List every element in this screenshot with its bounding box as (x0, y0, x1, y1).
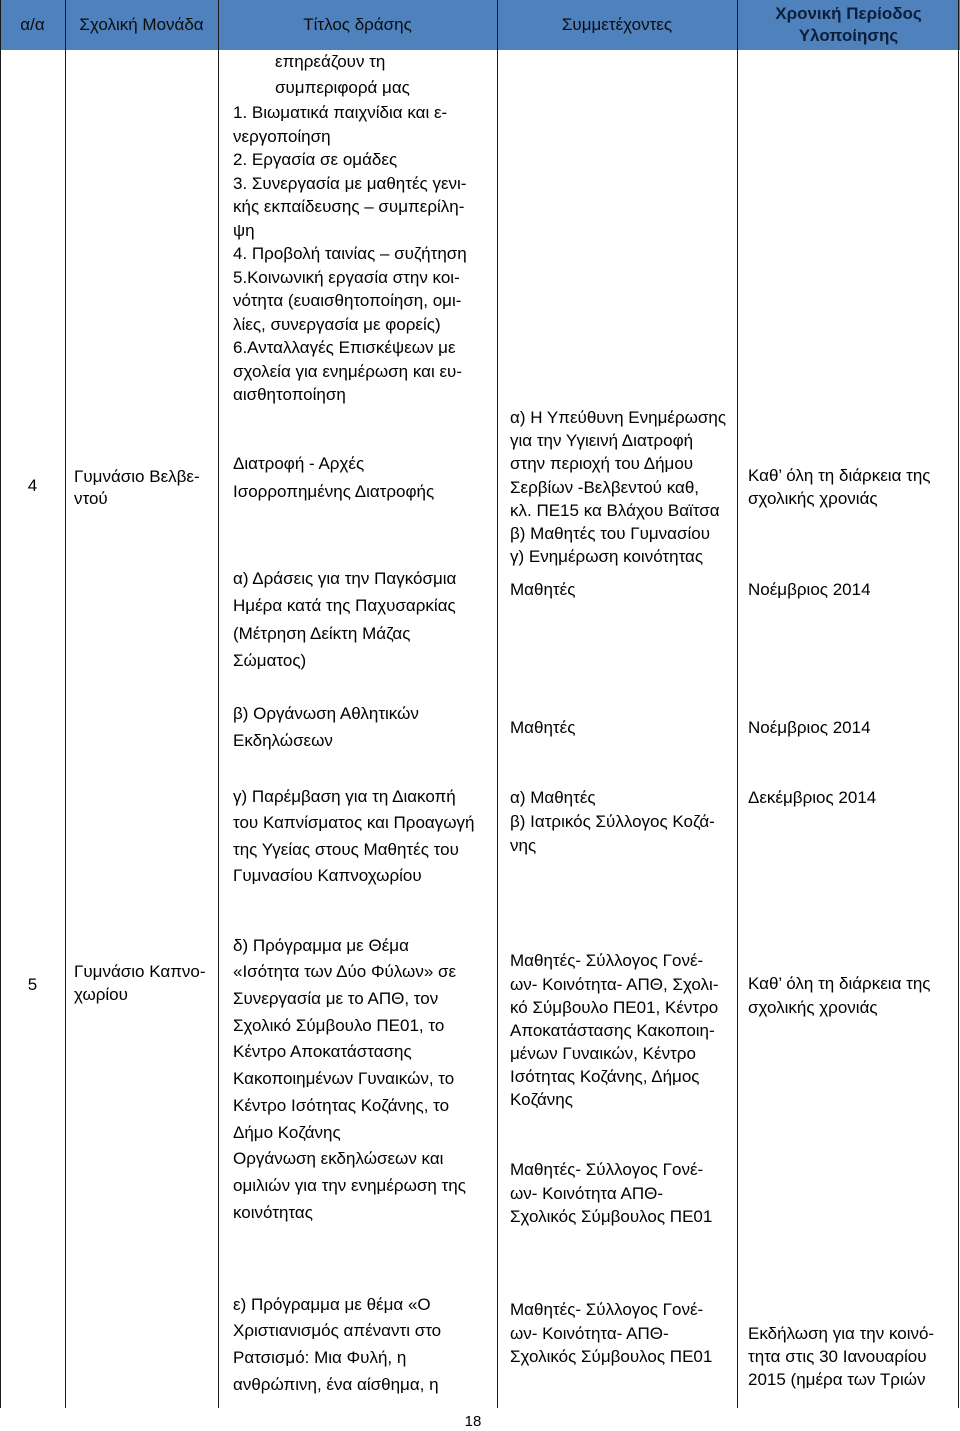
title-line: «Ισότητα των Δύο Φύλων» σε (233, 962, 457, 982)
action-title (275, 49, 410, 101)
action-participants-extra (510, 1158, 712, 1229)
column-divider (65, 0, 66, 1408)
title-line: νεργοποίηση (233, 126, 331, 146)
school-line: Γυμνάσιο Βελβε- (74, 467, 200, 486)
period-line: Καθ’ όλη τη διάρκεια της (748, 974, 931, 993)
school-name (74, 466, 200, 510)
title-line: γ) Παρέμβαση για τη Διακοπή (233, 787, 456, 806)
header-participants: Συμμετέχοντες (561, 15, 673, 34)
title-line: σχολεία για ενημέρωση και ευ- (233, 361, 463, 381)
participants-line: Μαθητές (510, 580, 576, 599)
title-line: Δήμο Κοζάνης (233, 1122, 341, 1142)
period-line: Εκδήλωση για την κοινό- (748, 1323, 935, 1343)
action-participants (510, 406, 726, 568)
header-aa: α/α (20, 15, 45, 34)
header-title: Τίτλος δράσης (303, 15, 412, 34)
title-line: Οργάνωση εκδηλώσεων και (233, 1149, 444, 1169)
title-line: α) Δράσεις για την Παγκόσμια (233, 569, 457, 588)
title-line: Χριστιανισμός απέναντι στο (233, 1321, 442, 1341)
header-school: Σχολική Μονάδα (79, 15, 204, 34)
action-participants (510, 949, 718, 1111)
participants-line: κό Σύμβουλο ΠΕ01, Κέντρο (510, 997, 719, 1017)
action-title (233, 565, 456, 674)
title-line: επηρεάζουν τη (275, 52, 386, 71)
action-title (233, 700, 419, 754)
column-divider (497, 0, 498, 1408)
title-line: Σώματος) (233, 650, 307, 670)
title-line: 5.Κοινωνική εργασία στην κοι- (233, 267, 460, 287)
title-line: 6.Ανταλλαγές Επισκέψεων με (233, 338, 456, 357)
participants-line: στην περιοχή του Δήμου (510, 454, 694, 474)
title-line: Σχολικό Σύμβουλο ΠΕ01, το (233, 1015, 445, 1035)
header-period-line: Χρονική Περίοδος (775, 4, 922, 23)
title-line: 1. Βιωματικά παιχνίδια και ε- (233, 103, 448, 122)
title-line: Ρατσισμό: Μια Φυλή, η (233, 1348, 407, 1367)
table-border-left (0, 0, 1, 1408)
title-line: Ισορροπημένης Διατροφής (233, 482, 435, 501)
participants-line: Μαθητές- Σύλλογος Γονέ- (510, 951, 704, 971)
action-participants (510, 786, 715, 858)
title-line: ανθρώπινη, ένα αίσθημα, η (233, 1374, 439, 1394)
title-line: αισθητοποίηση (233, 385, 346, 404)
participants-line: Αποκατάστασης Κακοποιη- (510, 1020, 715, 1040)
action-title (233, 784, 474, 889)
header-period (737, 0, 960, 50)
action-period (748, 972, 931, 1020)
title-line: δ) Πρόγραμμα με Θέμα (233, 935, 409, 955)
title-line: λίες, συνεργασία με φορείς) (233, 314, 441, 334)
school-line: ντού (74, 489, 108, 508)
participants-line: β) Ιατρικός Σύλλογος Κοζά- (510, 812, 715, 831)
action-title (233, 933, 466, 1227)
row-number: 5 (27, 975, 38, 994)
period-line: σχολικής χρονιάς (748, 998, 878, 1017)
title-line: Κακοποιημένων Γυναικών, το (233, 1069, 455, 1089)
participants-line: Σερβίων -Βελβεντού καθ, (510, 477, 699, 497)
action-participants (510, 1298, 712, 1369)
page-number: 18 (464, 1413, 482, 1430)
participants-line: Μαθητές- Σύλλογος Γονέ- (510, 1300, 704, 1319)
action-title-list (233, 101, 467, 407)
school-line: χωρίου (74, 985, 128, 1004)
school-name (74, 960, 206, 1006)
title-line: ε) Πρόγραμμα με θέμα «Ο (233, 1294, 431, 1314)
participants-line: για την Υγιεινή Διατροφή (510, 431, 694, 451)
row-number: 4 (27, 476, 38, 495)
column-divider (737, 0, 738, 1408)
title-line: ψη (233, 220, 255, 240)
title-line: Διατροφή - Αρχές (233, 454, 365, 473)
participants-line: ων- Κοινότητα- ΑΠΘ- (510, 1323, 669, 1343)
title-line: Κέντρο Ισότητας Κοζάνης, το (233, 1095, 450, 1115)
period-line: Καθ’ όλη τη διάρκεια της (748, 466, 931, 485)
column-divider (218, 0, 219, 1408)
title-line: Ημέρα κατά της Παχυσαρκίας (233, 596, 456, 616)
title-line: συμπεριφορά μας (275, 78, 410, 97)
title-line: νότητα (ευαισθητοποίηση, ομι- (233, 291, 462, 310)
table-header (0, 0, 960, 50)
action-title (233, 1292, 441, 1399)
participants-line: Μαθητές (510, 718, 576, 737)
participants-line: α) Η Υπεύθυνη Ενημέρωσης (510, 408, 727, 427)
action-participants (510, 578, 575, 602)
title-line: Εκδηλώσεων (233, 731, 333, 750)
title-line: κοινότητας (233, 1202, 313, 1222)
title-line: β) Οργάνωση Αθλητικών (233, 704, 419, 723)
participants-line: Σχολικός Σύμβουλος ΠΕ01 (510, 1347, 713, 1366)
title-line: 4. Προβολή ταινίας – συζήτηση (233, 244, 467, 263)
action-period (748, 578, 871, 602)
period-line: Δεκέμβριος 2014 (748, 788, 877, 807)
title-line: Συνεργασία με το ΑΠΘ, τον (233, 989, 439, 1008)
title-line: 3. Συνεργασία με μαθητές γενι- (233, 173, 467, 193)
participants-line: Σχολικός Σύμβουλος ΠΕ01 (510, 1207, 713, 1226)
title-line: του Καπνίσματος και Προαγωγή (233, 813, 475, 833)
title-line: 2. Εργασία σε ομάδες (233, 150, 398, 169)
participants-line: β) Μαθητές του Γυμνασίου (510, 524, 711, 544)
period-line: 2015 (ημέρα των Τριών (748, 1369, 926, 1389)
title-line: (Μέτρηση Δείκτη Μάζας (233, 623, 411, 643)
participants-line: γ) Ενημέρωση κοινότητας (510, 547, 704, 567)
table-border-right (958, 0, 959, 1408)
participants-line: κλ. ΠΕ15 κα Βλάχου Βαϊτσα (510, 500, 720, 520)
action-participants (510, 716, 575, 740)
period-line: Νοέμβριος 2014 (748, 718, 871, 737)
participants-line: ων- Κοινότητα ΑΠΘ- (510, 1183, 663, 1203)
participants-line: Μαθητές- Σύλλογος Γονέ- (510, 1160, 704, 1179)
action-period (748, 786, 876, 810)
participants-line: μένων Γυναικών, Κέντρο (510, 1044, 696, 1064)
period-line: τητα στις 30 Ιανουαρίου (748, 1346, 927, 1366)
participants-line: Ισότητας Κοζάνης, Δήμος (510, 1067, 700, 1087)
title-line: κής εκπαίδευσης – συμπερίλη- (233, 197, 465, 216)
participants-line: νης (510, 836, 537, 855)
action-period (748, 1322, 934, 1391)
participants-line: Κοζάνης (510, 1090, 573, 1110)
title-line: της Υγείας στους Μαθητές του (233, 839, 459, 859)
title-line: Γυμνασίου Καπνοχωρίου (233, 865, 422, 885)
title-line: ομιλιών για την ενημέρωση της (233, 1175, 466, 1195)
participants-line: α) Μαθητές (510, 788, 596, 807)
period-line: σχολικής χρονιάς (748, 489, 878, 508)
action-period (748, 716, 871, 740)
school-line: Γυμνάσιο Καπνο- (74, 962, 206, 981)
action-title (233, 450, 434, 506)
header-period-line: Υλοποίησης (798, 26, 899, 45)
period-line: Νοέμβριος 2014 (748, 580, 871, 599)
title-line: Κέντρο Αποκατάστασης (233, 1042, 412, 1062)
action-period (748, 464, 931, 510)
participants-line: ων- Κοινότητα- ΑΠΘ, Σχολι- (510, 974, 719, 994)
